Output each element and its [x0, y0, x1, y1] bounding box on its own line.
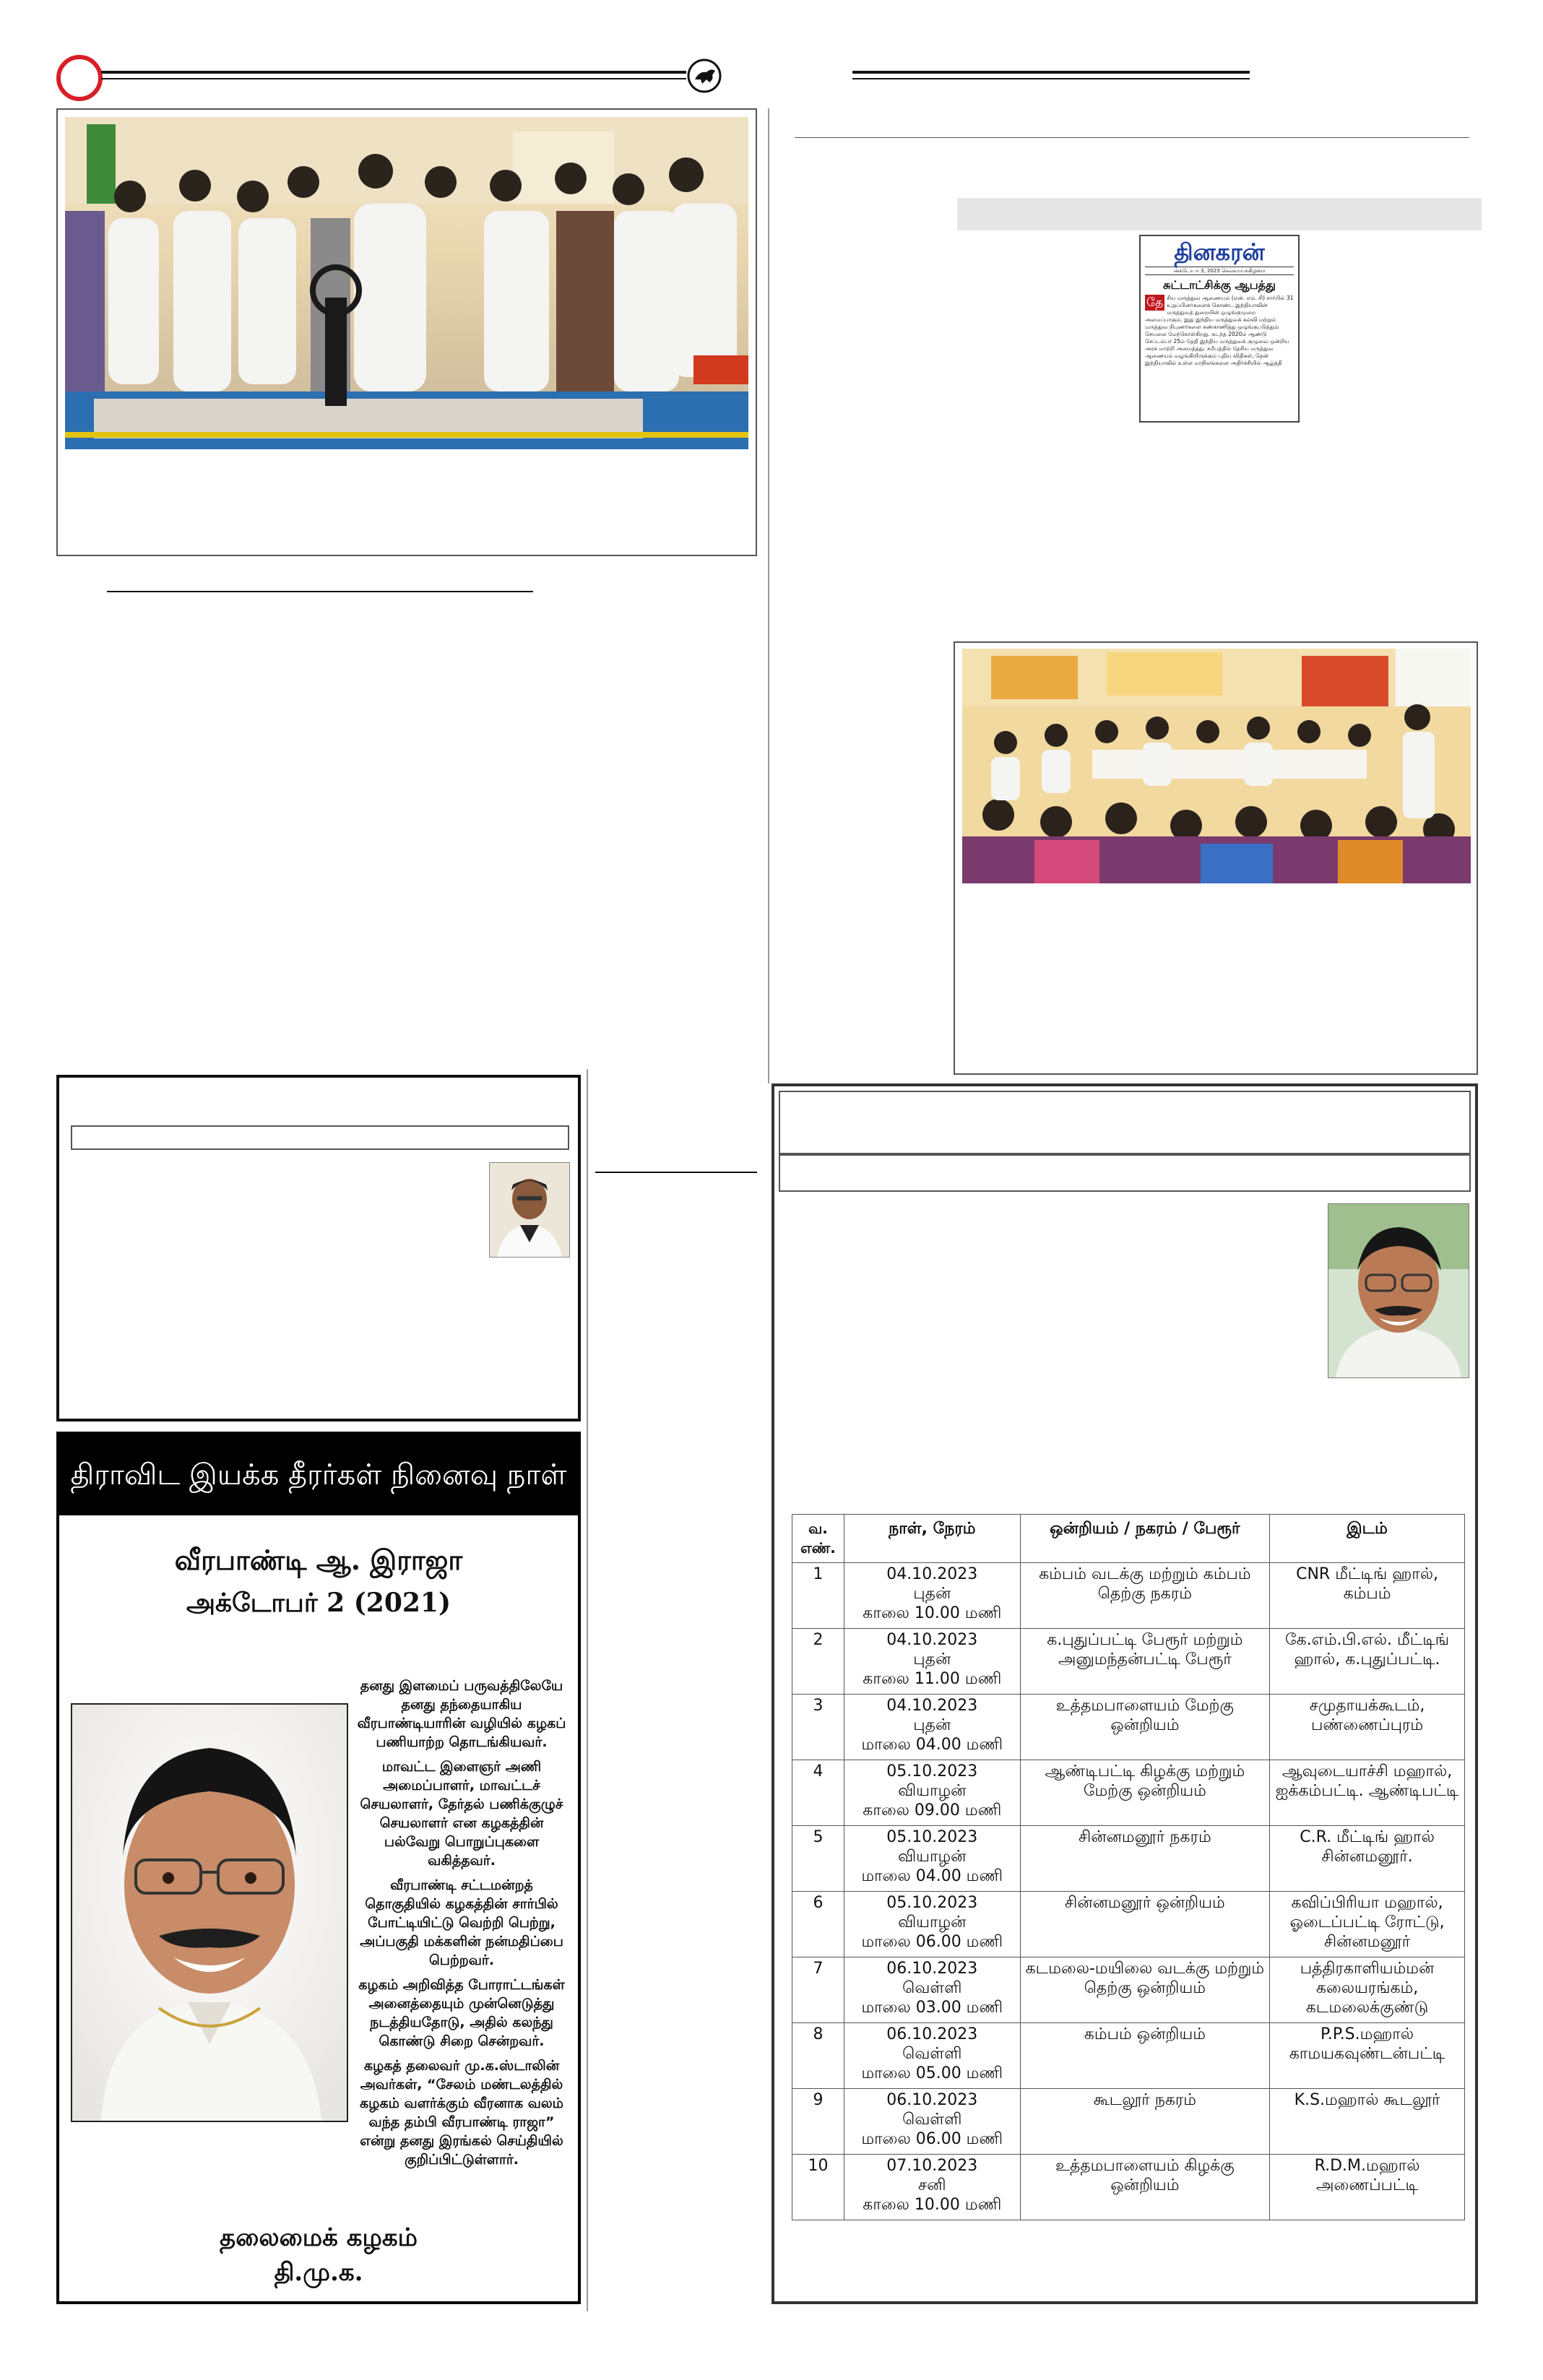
serial-number: 10: [808, 2157, 829, 2175]
meeting-date: 04.10.2023: [886, 1697, 978, 1715]
cell-serial: [792, 2023, 844, 2089]
cell-serial: [792, 1892, 844, 1957]
schedule-table: [792, 1514, 1465, 2220]
serial-number: 9: [813, 2091, 824, 2109]
meeting-venue: கே.எம்.பி.எல். மீட்டிங் ஹால், க.புதுப்பட்டி.: [1285, 1631, 1450, 1669]
meeting-date: 05.10.2023: [886, 1828, 978, 1846]
cell-date-time: [844, 1892, 1020, 1957]
cell-date-time: [844, 1563, 1020, 1629]
schedule-title-frame: [779, 1091, 1471, 1154]
meeting-day: புதன்: [913, 1716, 951, 1734]
serial-number: 5: [813, 1828, 824, 1846]
meeting-venue: சமுதாயக்கூடம், பண்ணைப்புரம்: [1309, 1697, 1425, 1734]
col-header-venue: இடம்: [1270, 1515, 1465, 1563]
meeting-venue: C.R. மீட்டிங் ஹால் சின்னமனூர்.: [1300, 1828, 1435, 1866]
cell-area: [1020, 2023, 1269, 2089]
serial-number: 1: [813, 1565, 824, 1583]
meeting-time: மாலை 03.00 மணி: [861, 1999, 1003, 2017]
grey-band: [957, 198, 1482, 230]
left-mid-box: [56, 1075, 581, 1421]
cell-serial: [792, 1695, 844, 1760]
meeting-day: புதன்: [913, 1585, 951, 1603]
cell-area: [1020, 1563, 1269, 1629]
district-secretary-photo: [1328, 1203, 1469, 1378]
schedule-table-wrap: [792, 1514, 1465, 2220]
clipping-body-wrap: [1141, 293, 1298, 368]
meeting-area: கடமலை-மயிலை வடக்கு மற்றும் தெற்கு ஒன்றியம்: [1025, 1960, 1265, 1997]
left-mid-side-rule: [595, 1172, 757, 1173]
col-header-date: நாள், நேரம்: [844, 1515, 1020, 1563]
clipping-body: சிய மருத்துவ ஆணையம் (என். எம். சி) சார்பில் 31 உறுப்பினர்களைக் கொண்ட இந்தியாவின் மருத்துவத் துறையின் ஒழுங்குமுறை அமைப்பாகும். இது இந்திய மருத்துவக் கல்வி மற்றும் மருத்துவ நிபுணர்களை கண்காணித்து ஒழுங்குபடுத்தும் செயலை மேற்கொள்கிறது. கடந்த 2020ம் ஆண்டு செப்டம்பர் 25ம் தேதி இந்திய மருத்துவக் குழுவை ஒன்றிய அரசு மாற்றி அமைத்தது. சமீபத்தில் தேசிய மருத்துவ ஆணையம் வழங்கியிருக்கும் புதிய விதிகள், தென் இந்தியாவில் உள்ள மாநிலங்களை அதிர்ச்சியில் ஆழ்த்தி: [1145, 295, 1294, 366]
meeting-area: உத்தமபாளையம் கிழக்கு ஒன்றியம்: [1055, 2157, 1235, 2194]
tribute-date: அக்டோபர் 2 (2021): [186, 1588, 451, 1618]
tribute-footer-line1: தலைமைக் கழகம்: [220, 2223, 418, 2252]
cell-area: [1020, 1629, 1269, 1695]
meeting-area: கம்பம் ஒன்றியம்: [1084, 2025, 1206, 2043]
cell-venue: [1270, 1826, 1465, 1892]
serial-number: 8: [813, 2025, 824, 2043]
meeting-area: கூடலூர் நகரம்: [1093, 2091, 1196, 2109]
meeting-area: சின்னமனூர் நகரம்: [1079, 1828, 1211, 1846]
schedule-header-row: [792, 1515, 1465, 1563]
cell-serial: [792, 1760, 844, 1826]
cell-date-time: [844, 2089, 1020, 2155]
serial-number: 7: [813, 1960, 824, 1978]
meeting-day: வியாழன்: [898, 1848, 967, 1866]
meeting-date: 06.10.2023: [886, 2025, 978, 2043]
meeting-area: உத்தமபாளையம் மேற்கு ஒன்றியம்: [1055, 1697, 1234, 1734]
meeting-date: 05.10.2023: [886, 1762, 978, 1780]
meeting-venue: P.P.S.மஹால் காமயகவுண்டன்பட்டி: [1289, 2025, 1445, 2063]
table-row: [792, 1957, 1465, 2023]
table-row: [792, 1892, 1465, 1957]
cell-venue: [1270, 1563, 1465, 1629]
col-header-area: ஒன்றியம் / நகரம் / பேரூர்: [1020, 1515, 1269, 1563]
meeting-venue: K.S.மஹால் கூடலூர்: [1294, 2091, 1440, 2109]
tribute-portrait: [71, 1703, 348, 2122]
cell-serial: [792, 1957, 844, 2023]
clipping-masthead: தினகரன்: [1174, 238, 1265, 266]
cell-serial: [792, 1826, 844, 1892]
right-header-rule-b: [852, 78, 1250, 79]
cell-date-time: [844, 1957, 1020, 2023]
cell-date-time: [844, 1826, 1020, 1892]
schedule-box: [772, 1083, 1478, 2304]
cell-venue: [1270, 2155, 1465, 2220]
meeting-date: 04.10.2023: [886, 1565, 978, 1583]
meeting-time: காலை 09.00 மணி: [863, 1801, 1002, 1819]
tribute-footer-line2: தி.மு.க.: [274, 2258, 363, 2287]
col-header-serial: வ. எண்.: [792, 1515, 844, 1563]
meeting-venue: கவிப்பிரியா மஹால், ஓடைப்பட்டி ரோட்டு, சின்னமனூர்: [1289, 1894, 1445, 1951]
party-emblem-icon: [686, 58, 722, 94]
meeting-venue: பத்திரகாளியம்மன் கலையரங்கம், கடமலைக்குண்டு: [1300, 1960, 1435, 2017]
tribute-paragraph: கழகத் தலைவர் மு.க.ஸ்டாலின் அவர்கள், “சேலம் மண்டலத்தில் கழகம் வளர்க்கும் வீரனாக வலம் வந்த தம்பி வீரபாண்டி ராஜா” என்று தனது இரங்கல் செய்தியில் குறிப்பிட்டுள்ளார்.: [360, 2058, 563, 2168]
meeting-area: க.புதுப்பட்டி பேரூர் மற்றும் அனுமந்தன்பட்டி பேரூர்: [1047, 1631, 1243, 1669]
tribute-paragraph: கழகம் அறிவித்த போராட்டங்கள் அனைத்தையும் முன்னெடுத்து நடத்தியதோடு, அதில் கலந்து கொண்டு சிறை சென்றவர்.: [358, 1977, 565, 2049]
cell-serial: [792, 2089, 844, 2155]
meeting-day: புதன்: [913, 1650, 951, 1669]
tribute-header: திராவிட இயக்க தீரர்கள் நினைவு நாள்: [70, 1458, 567, 1492]
tribute-biography: [351, 1676, 572, 2175]
serial-number: 2: [813, 1631, 824, 1649]
meeting-time: மாலை 04.00 மணி: [861, 1736, 1003, 1754]
meeting-day: வியாழன்: [898, 1913, 967, 1931]
meeting-date: 06.10.2023: [886, 2091, 978, 2109]
meeting-venue: R.D.M.மஹால் அணைப்பட்டி: [1314, 2157, 1420, 2194]
meeting-day: வெள்ளி: [902, 1979, 962, 1997]
serial-number: 6: [813, 1894, 824, 1912]
cell-date-time: [844, 2155, 1020, 2220]
cell-venue: [1270, 2023, 1465, 2089]
meeting-venue: ஆவுடையாச்சி மஹால், ஐக்கம்பட்டி. ஆண்டிபட்டி: [1275, 1762, 1459, 1800]
clipping-drop-cap: தே: [1146, 295, 1164, 310]
column-divider-lower: [587, 1069, 588, 2311]
column-divider: [768, 108, 769, 1083]
meeting-time: காலை 10.00 மணி: [863, 1604, 1002, 1622]
table-row: [792, 1695, 1465, 1760]
meeting-date: 06.10.2023: [886, 1960, 978, 1978]
cell-area: [1020, 1826, 1269, 1892]
cell-serial: [792, 1563, 844, 1629]
tribute-paragraph: தனது இளமைப் பருவத்திலேயே தனது தந்தையாகிய வீரபாண்டியாரின் வழியில் கழகப் பணியாற்ற தொடங்கியவர்.: [357, 1678, 566, 1750]
meeting-photo-box: [954, 641, 1478, 1075]
meeting-time: மாலை 04.00 மணி: [861, 1867, 1003, 1885]
cell-venue: [1270, 1892, 1465, 1957]
meeting-venue: CNR மீட்டிங் ஹால், கம்பம்: [1296, 1565, 1438, 1603]
cell-venue: [1270, 1957, 1465, 2023]
table-row: [792, 1629, 1465, 1695]
meeting-area: கம்பம் வடக்கு மற்றும் கம்பம் தெற்கு நகரம்: [1039, 1565, 1251, 1603]
cell-venue: [1270, 1629, 1465, 1695]
cell-venue: [1270, 1760, 1465, 1826]
table-row: [792, 1760, 1465, 1826]
cell-area: [1020, 1760, 1269, 1826]
meeting-day: வெள்ளி: [902, 2045, 962, 2063]
cell-date-time: [844, 2023, 1020, 2089]
table-row: [792, 2155, 1465, 2220]
inauguration-photo-box: [56, 108, 757, 556]
meeting-time: மாலை 06.00 மணி: [861, 1933, 1003, 1951]
meeting-date: 07.10.2023: [886, 2157, 978, 2175]
cell-venue: [1270, 2089, 1465, 2155]
meeting-photo: [962, 649, 1471, 883]
meeting-day: வெள்ளி: [902, 2111, 962, 2129]
inauguration-photo: [65, 117, 748, 449]
cell-area: [1020, 1695, 1269, 1760]
table-row: [792, 1563, 1465, 1629]
meeting-time: காலை 10.00 மணி: [863, 2196, 1002, 2214]
table-row: [792, 1826, 1465, 1892]
tribute-name: வீரபாண்டி ஆ. இராஜா: [174, 1544, 463, 1576]
cell-date-time: [844, 1695, 1020, 1760]
meeting-area: சின்னமனூர் ஒன்றியம்: [1065, 1894, 1225, 1912]
leader-portrait-small: [489, 1162, 570, 1258]
schedule-subtitle-frame: [779, 1154, 1471, 1192]
serial-number: 3: [813, 1697, 824, 1715]
cell-serial: [792, 1629, 844, 1695]
meeting-date: 04.10.2023: [886, 1631, 978, 1649]
clipping-dateline: அக்டோபர் 3, 2023 செவ்வாய்க்கிழமை: [1145, 267, 1294, 275]
cell-venue: [1270, 1695, 1465, 1760]
newspaper-clipping: [1139, 235, 1300, 423]
right-section-rule: [795, 137, 1469, 138]
tribute-paragraph: மாவட்ட இளைஞர் அணி அமைப்பாளர், மாவட்டச் செயலாளர், தேர்தல் பணிக்குழுச் செயலாளர் என கழகத்தின் பல்வேறு பொறுப்புகளை வகித்தவர்.: [360, 1759, 563, 1869]
meeting-day: சனி: [918, 2176, 946, 2194]
meeting-day: வியாழன்: [898, 1782, 967, 1800]
tribute-header-band: [59, 1435, 578, 1515]
meeting-time: காலை 11.00 மணி: [863, 1670, 1002, 1688]
meeting-area: ஆண்டிபட்டி கிழக்கு மற்றும் மேற்கு ஒன்றியம்: [1045, 1762, 1245, 1800]
serial-number: 4: [813, 1762, 824, 1780]
tribute-box: [56, 1432, 581, 2304]
cell-date-time: [844, 1760, 1020, 1826]
meeting-time: மாலை 06.00 மணி: [861, 2130, 1003, 2148]
left-article-rule: [107, 591, 533, 592]
cell-area: [1020, 1892, 1269, 1957]
meeting-date: 05.10.2023: [886, 1894, 978, 1912]
cell-date-time: [844, 1629, 1020, 1695]
table-row: [792, 2023, 1465, 2089]
header-rule-bottom: [101, 78, 686, 79]
tribute-paragraph: வீரபாண்டி சட்டமன்றத் தொகுதியில் கழகத்தின் சார்பில் போட்டியிட்டு வெற்றி பெற்று, அப்பகுதி மக்களின் நன்மதிப்பை பெற்றவர்.: [360, 1877, 563, 1968]
clipping-headline: சுட்டாட்சிக்கு ஆபத்து: [1163, 278, 1276, 292]
table-row: [792, 2089, 1465, 2155]
right-header-rule-a: [852, 71, 1250, 74]
cell-serial: [792, 2155, 844, 2220]
meeting-time: மாலை 05.00 மணி: [861, 2064, 1003, 2082]
cell-area: [1020, 1957, 1269, 2023]
left-mid-inner-frame: [71, 1125, 569, 1150]
cell-area: [1020, 2089, 1269, 2155]
header-red-circle: [56, 55, 103, 101]
cell-area: [1020, 2155, 1269, 2220]
header-rule-top: [101, 71, 686, 74]
